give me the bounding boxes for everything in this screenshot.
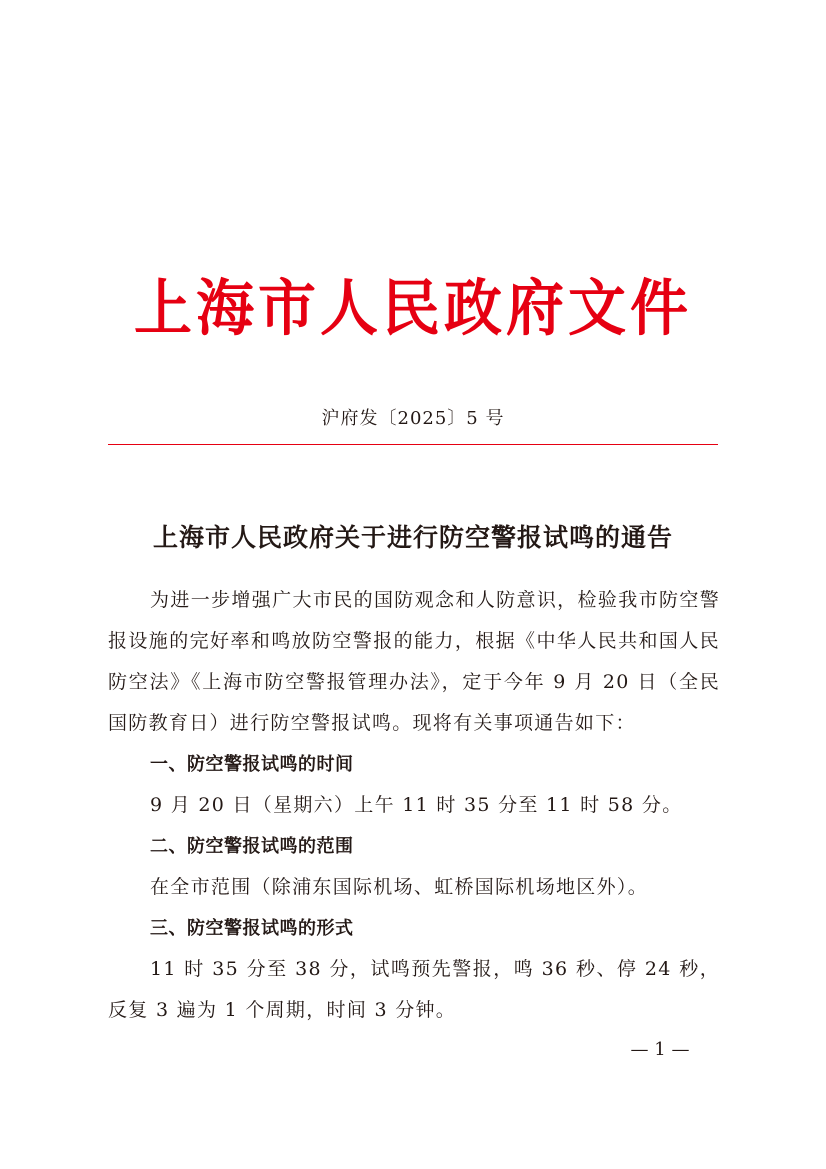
document-masthead: 上海市人民政府文件 xyxy=(133,272,692,344)
intro-paragraph: 为进一步增强广大市民的国防观念和人防意识，检验我市防空警报设施的完好率和鸣放防空警报的能力，根据《中华人民共和国人民防空法》《上海市防空警报管理办法》，定于今年 9 月 20 日（全民国防教育日）进行防空警报试鸣。现将有关事项通告如下： xyxy=(108,589,720,734)
section-heading-form: 三、防空警报试鸣的形式 xyxy=(150,918,354,939)
section-text-scope: 在全市范围（除浦东国际机场、虹桥国际机场地区外）。 xyxy=(150,876,649,898)
document-number: 沪府发〔2025〕5 号 xyxy=(321,408,505,429)
notice-body xyxy=(108,580,720,1031)
section-heading-time: 一、防空警报试鸣的时间 xyxy=(150,754,354,775)
section-text-time: 9 月 20 日（星期六）上午 11 时 35 分至 11 时 58 分。 xyxy=(150,794,683,816)
section-text-form: 11 时 35 分至 38 分，试鸣预先警报，鸣 36 秒、停 24 秒，反复 3 遍为 1 个周期，时间 3 分钟。 xyxy=(108,958,720,1021)
red-divider-line xyxy=(108,444,718,445)
notice-title: 上海市人民政府关于进行防空警报试鸣的通告 xyxy=(152,523,673,552)
page-number: — 1 — xyxy=(630,1039,690,1060)
section-heading-scope: 二、防空警报试鸣的范围 xyxy=(150,836,354,857)
